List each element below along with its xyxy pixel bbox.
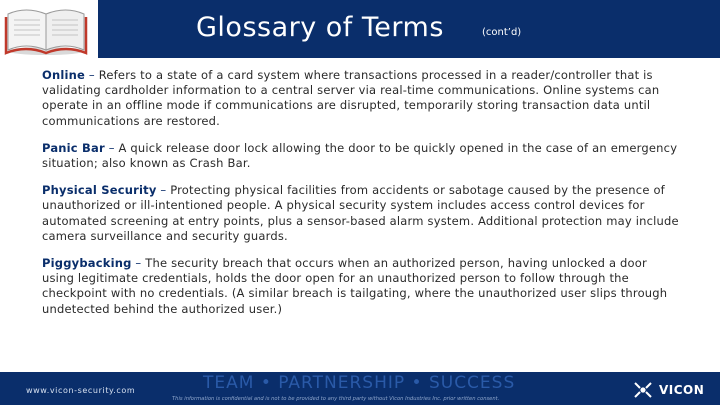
book-logo [0, 0, 98, 62]
page-title: Glossary of Terms [196, 12, 444, 43]
glossary-entry-piggybacking: Piggybacking – The security breach that occurs when an authorized person, having unlocked a door using legitimate credentials, holds the door open for an unauthorized person to follow through the checkpoint with no credentials. (A similar breach is tailgating, where the unauthorized user slips through undetected behind the authorized user.) [42, 256, 668, 316]
confidentiality-note: This information is confidential and is not to be provided to any third party without Vicon Industries Inc. prior written consent. [172, 396, 500, 402]
page-subtitle: (cont’d) [482, 27, 522, 38]
entry-definition: Protecting physical facilities from accidents or sabotage caused by the presence of unauthorized or ill-intentioned people. A physical security system includes access control devices for automated screening at entry points, plus a sensor-based alarm system. Additional protection may include camera surveillance and security guards. [42, 183, 679, 243]
entry-definition: The security breach that occurs when an authorized person, having unlocked a door using legitimate credentials, holds the door open for an unauthorized person to follow through the checkpoint with no credentials. (A similar breach is tailgating, where the unauthorized user slips through undetected behind the authorized user.) [42, 256, 668, 316]
open-book-icon [0, 0, 92, 58]
entry-term: Online [42, 68, 86, 82]
entry-term: Physical Security [42, 183, 157, 198]
footer-slogan: TEAM • PARTNERSHIP • SUCCESS [203, 373, 516, 393]
logo-text: VICON [659, 383, 705, 397]
glossary-entry-panic-bar: Panic Bar – A quick release door lock allowing the door to be quickly opened in the case of an emergency situation; also known as Crash Bar. [42, 140, 678, 171]
entry-term: Panic Bar [42, 140, 105, 155]
website-link[interactable]: www.vicon-security.com [26, 386, 136, 395]
header [0, 0, 720, 62]
glossary-entry-physical-security: Physical Security – Protecting physical facilities from accidents or sabotage caused by the presence of unauthorized or ill-intentioned people. A physical security system includes access control devices for automated screening at entry points, plus a sensor-based alarm system. Additional protection may include camera surveillance and security guards. [42, 183, 679, 243]
entry-term: Piggybacking [42, 256, 132, 271]
entry-definition: Refers to a state of a card system where transactions processed in a reader/controller that is validating cardholder information to a central server via real-time communications. Online systems can operate in an offline mode if communications are disrupted, temporarily storing transaction data until communications are restored. [42, 68, 660, 128]
vicon-logo-icon [632, 380, 654, 400]
glossary-entry-online: Online – Refers to a state of a card system where transactions processed in a reader/controller that is validating cardholder information to a central server via real-time communications. Online systems can operate in an offline mode if communications are disrupted, temporarily storing transaction data until communications are restored. [42, 68, 660, 128]
vicon-logo [632, 380, 704, 400]
entry-definition: A quick release door lock allowing the door to be quickly opened in the case of an emergency situation; also known as Crash Bar. [42, 140, 678, 171]
glossary-content [42, 68, 682, 329]
footer [0, 372, 720, 405]
